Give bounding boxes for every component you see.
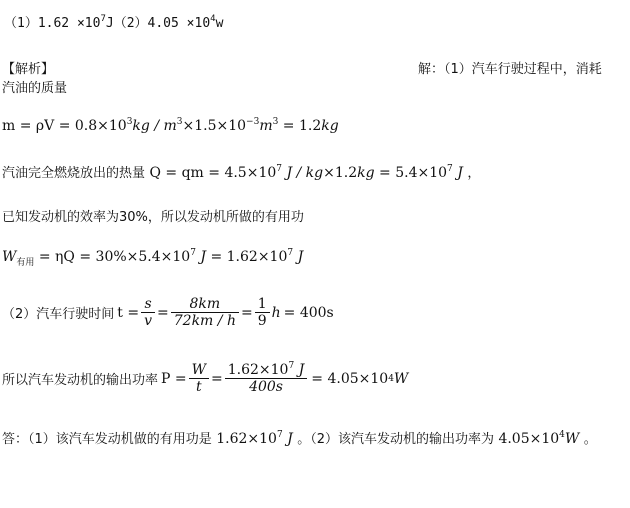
time-line: （2）汽车行驶时间 t = $\frac{s}{v}$ = $\frac{8km}{72km / h}$ = $\frac{1}{9}$ h = 400s [2,296,334,329]
fraction-s-over-v: $\frac{s}{v}$ [141,296,155,329]
answer-exp1: 7 [100,14,106,24]
power-line: 所以汽车发动机的输出功率 P = $\frac{W}{t}$ = $\frac{1.62\times 10^7 J}{400s}$ = 4.05×10 4 W [2,361,409,395]
fraction-distance-over-speed: $\frac{8km}{72km / h}$ [171,296,239,329]
final-answer: 答：（1）该汽车发动机做的有用功是 $1.62\times 10^7$ J 。（2）该汽车发动机的输出功率为 $4.05\times 10^4W$ 。 [2,430,597,447]
fraction-work-over-time: $\frac{1.62\times 10^7 J}{400s}$ [225,362,308,395]
fraction-w-over-t: $\frac{W}{t}$ [189,362,209,395]
answer-summary [4,12,223,31]
analysis-label: 【解析】 [2,62,55,77]
efficiency-line: 已知发动机的效率为30%，所以发动机所做的有用功 [2,210,304,225]
mass-label: 汽油的质量 [2,81,68,96]
answer-part2: J（2）4.05 ×10 [105,16,211,31]
heat-line: 汽油完全燃烧放出的热量 Q = qm = $4.5\times 10^7$ $J / kg\times 1.2kg = 5.4\times 10^7$ J ， [2,164,481,181]
mass-equation: $m = \rho V = 0.8\times 10^3kg / m^3\times 1.5\times 10^{-3}m^3 = 1.2kg$ [2,117,339,134]
solution-intro: 解：（1）汽车行驶过程中，消耗 [418,62,602,77]
answer-exp2: 4 [210,14,216,24]
work-equation: $W_{有用} = \eta Q = 30\%\times 5.4\times 10^7$ $J = 1.62\times 10^7$ J [2,248,304,268]
answer-part1: （1）1.62 ×10 [4,16,101,31]
fraction-one-ninth: $\frac{1}{9}$ [255,296,270,329]
answer-unit2: w [215,16,224,31]
